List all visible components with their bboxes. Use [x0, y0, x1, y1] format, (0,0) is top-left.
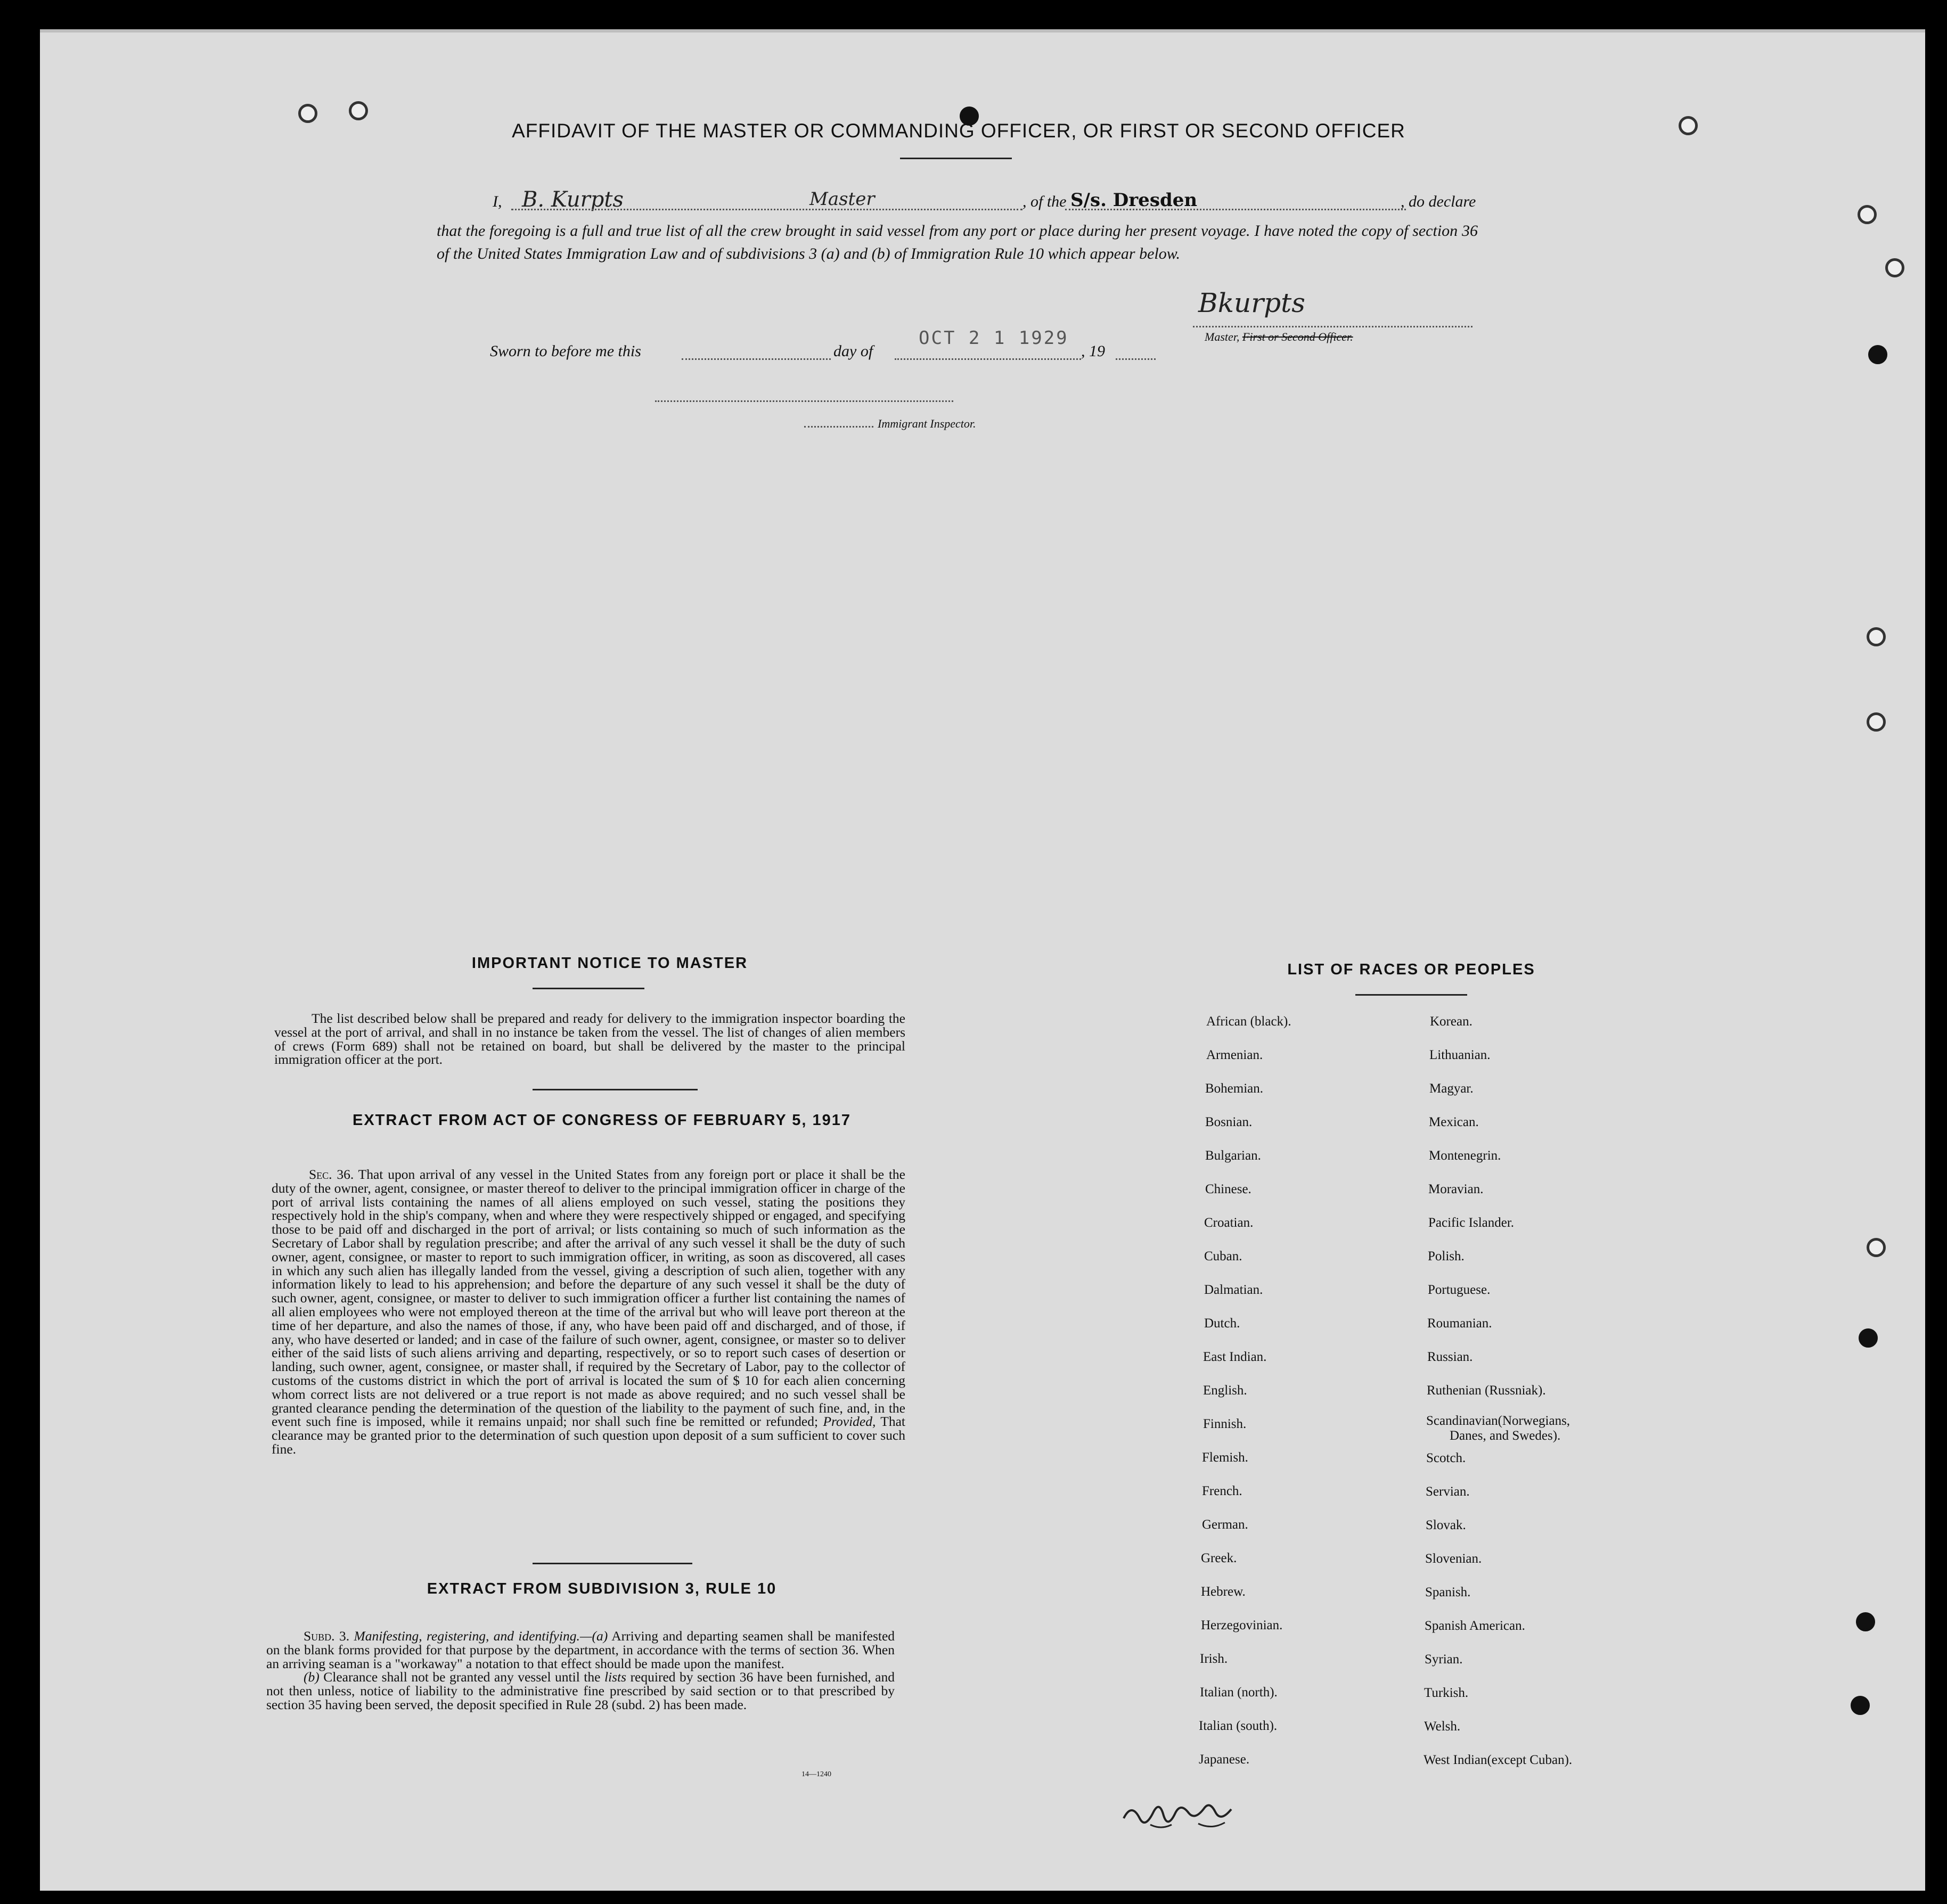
divider	[533, 1563, 692, 1564]
race-item: African (black).	[1206, 1014, 1291, 1029]
race-item: Spanish.	[1425, 1585, 1471, 1599]
month-line	[895, 358, 1081, 360]
rule-text	[266, 1629, 895, 1712]
divider	[533, 988, 644, 989]
punch-hole-icon	[1867, 1238, 1886, 1257]
rule-text-a: Arriving and departing seamen shall be manifested on the blank forms provided for that purpose by the department, in accordance with the terms of section 36. When an arriving seaman is a "workaway" a notation to that effect should be made upon the manifest.	[266, 1628, 895, 1671]
race-item: Montenegrin.	[1429, 1148, 1501, 1163]
race-item: Italian (south).	[1199, 1719, 1278, 1733]
handwritten-scribble	[1118, 1792, 1257, 1834]
year-label: , 19	[1081, 342, 1105, 360]
caption-struck-officer: First or Second Officer.	[1242, 330, 1353, 343]
lists-word: lists	[604, 1669, 627, 1685]
races-heading: LIST OF RACES OR PEOPLES	[1287, 961, 1535, 978]
punch-hole-icon	[1868, 345, 1887, 364]
act-paragraph	[272, 1168, 905, 1456]
race-item: East Indian.	[1203, 1350, 1267, 1364]
day-of-label: day of	[833, 342, 873, 360]
race-item: Chinese.	[1205, 1182, 1251, 1196]
form-number: 14—1240	[801, 1770, 831, 1778]
sec-label: Sec. 36.	[309, 1167, 354, 1182]
notice-paragraph: The list described below shall be prepared and ready for delivery to the immigration inspector boarding the vessel at the port of arrival, and shall in no instance be taken from the vessel. The list of changes of alien members of crews (Form 689) shall not be retained on board, but shall be delivered by the master to the principal immigration officer at the port.	[274, 1011, 905, 1068]
inspector-line	[804, 426, 873, 428]
declaration-line	[437, 187, 1480, 214]
signature-caption	[1205, 330, 1353, 344]
race-item: Bulgarian.	[1205, 1148, 1261, 1163]
punch-hole-icon	[1856, 1612, 1875, 1631]
master-signature: Bkurpts	[1198, 288, 1305, 318]
race-item: Dalmatian.	[1204, 1283, 1263, 1297]
sworn-label: Sworn to before me this	[490, 342, 641, 360]
race-item: Syrian.	[1425, 1652, 1463, 1667]
race-item: Greek.	[1201, 1551, 1237, 1565]
vessel-name: S/s. Dresden	[1070, 190, 1198, 211]
rule-text-b2: required by section 36 have been furnished, and not then unless, notice of liability to the administrative fine prescribed by said section or to that prescribed by section 35 having been served, the deposit specified in Rule 28 (subd. 2) has been made.	[266, 1669, 895, 1712]
race-item: Scotch.	[1426, 1451, 1466, 1465]
subd-title: Manifesting, registering, and identifying.—(a)	[354, 1628, 608, 1644]
b-label: (b)	[304, 1669, 320, 1685]
punch-hole-icon	[1858, 205, 1877, 224]
do-declare-label: , do declare	[1401, 193, 1476, 210]
race-item: Croatian.	[1204, 1216, 1254, 1230]
subd-label: Subd. 3.	[304, 1628, 350, 1644]
punch-hole-icon	[298, 104, 317, 123]
race-item: Slovenian.	[1425, 1552, 1482, 1566]
act-heading: EXTRACT FROM ACT OF CONGRESS OF FEBRUARY 5, 1917	[352, 1112, 852, 1129]
race-item: Mexican.	[1429, 1115, 1479, 1129]
race-item: Spanish American.	[1425, 1619, 1525, 1633]
race-item: Russian.	[1427, 1350, 1473, 1364]
punch-hole-icon	[1679, 116, 1698, 135]
race-item: Korean.	[1430, 1014, 1472, 1029]
inspector-label: Immigrant Inspector.	[878, 417, 976, 430]
rule-paragraph-b	[266, 1670, 895, 1711]
race-item: Servian.	[1426, 1484, 1470, 1499]
provided-label: Provided,	[823, 1414, 876, 1430]
divider	[900, 158, 1012, 159]
officer-name-handwritten: B. Kurpts	[522, 187, 624, 212]
of-the-label: , of the	[1022, 193, 1067, 210]
race-item: Magyar.	[1429, 1081, 1474, 1096]
punch-hole-icon	[1851, 1696, 1870, 1715]
race-item: Slovak.	[1426, 1518, 1466, 1532]
race-item: Lithuanian.	[1429, 1048, 1491, 1062]
race-item: Polish.	[1428, 1249, 1465, 1263]
race-item: English.	[1203, 1383, 1247, 1398]
i-label: I,	[493, 193, 502, 210]
punch-hole-icon	[1867, 627, 1886, 646]
date-stamp: OCT 2 1 1929	[919, 327, 1069, 349]
race-item: Welsh.	[1424, 1719, 1461, 1734]
rule-paragraph-a	[266, 1629, 895, 1670]
vessel-line	[1065, 209, 1406, 210]
divider	[1355, 994, 1467, 996]
declaration-body: that the foregoing is a full and true list of all the crew brought in said vessel from any port or place during her present voyage. I have noted the copy of section 36 of the United States Immigration Law and of subdivisions 3 (a) and (b) of Immigration Rule 10 which appear below.	[437, 222, 1478, 262]
race-item: Ruthenian (Russniak).	[1427, 1383, 1546, 1398]
officer-rank-handwritten: Master	[809, 188, 875, 210]
race-item: Scandinavian(Norwegians,	[1426, 1414, 1570, 1428]
rule-heading: EXTRACT FROM SUBDIVISION 3, RULE 10	[427, 1580, 777, 1597]
race-item: Flemish.	[1202, 1450, 1248, 1465]
punch-hole-icon	[1885, 258, 1904, 277]
race-item: Cuban.	[1204, 1249, 1242, 1263]
race-item: Hebrew.	[1201, 1585, 1246, 1599]
race-item: Armenian.	[1206, 1048, 1263, 1062]
race-item: West Indian(except Cuban).	[1424, 1753, 1573, 1767]
day-line	[682, 358, 831, 360]
year-line	[1116, 358, 1156, 360]
race-item: Moravian.	[1428, 1182, 1484, 1196]
act-text	[272, 1168, 905, 1456]
punch-hole-icon	[1859, 1328, 1878, 1348]
punch-hole-icon	[349, 101, 368, 120]
inspector-signature-line	[655, 400, 953, 402]
punch-hole-icon	[1867, 712, 1886, 732]
race-item: Dutch.	[1204, 1316, 1240, 1331]
race-item: French.	[1202, 1484, 1242, 1498]
caption-master: Master,	[1205, 330, 1240, 343]
rule-text-b1: Clearance shall not be granted any vessel until the	[323, 1669, 601, 1685]
notice-heading: IMPORTANT NOTICE TO MASTER	[471, 955, 748, 972]
race-item: Turkish.	[1424, 1686, 1469, 1700]
signature-line	[1193, 326, 1472, 327]
notice-text	[274, 1012, 905, 1066]
sworn-line	[490, 327, 1156, 364]
race-item: Japanese.	[1199, 1752, 1250, 1767]
affidavit-title: AFFIDAVIT OF THE MASTER OR COMMANDING OFFICER, OR FIRST OR SECOND OFFICER	[512, 120, 1405, 142]
race-item: Herzegovinian.	[1201, 1618, 1283, 1632]
sec-36-text-end: That clearance may be granted prior to the determination of such question upon deposit of a sum sufficient to cover such fine.	[272, 1414, 906, 1457]
sec-36-text: That upon arrival of any vessel in the United States from any foreign port or place it shall be the duty of the owner, agent, consignee, or master thereof to deliver to the principal immigration officer in charge of the port of arrival lists containing the names of all aliens employed on such vessel, stating the positions they respectively hold in the ship's company, when and where they were respectively shipped or engaged, and specifying those to be paid off and discharged in the port of arrival; or lists containing so much of such information as the Secretary of Labor shall by regulation prescribe; and after the arrival of any such vessel it shall be the duty of such owner, agent, consignee, or master to report to such immigration officer, in writing, as soon as discovered, all cases in which any such alien has illegally landed from the vessel, giving a description of such alien, together with any information likely to lead to his apprehension; and before the departure of any such vessel it shall be the duty of such owner, agent, consignee, or master to deliver to such immigration officer a further list containing the names of all alien employees who were not employed thereon at the time of the arrival but who will leave port thereon at the time of her departure, and also the names of those, if any, who have been paid off and discharged, and of those, if any, who have deserted or landed; and in case of the failure of such owner, agent, consignee, or master so to deliver either of the said lists of such aliens arriving and departing, respectively, or so to report such cases of desertion or landing, such owner, agent, consignee, or master shall, if required by the Secretary of Labor, pay to the collector of customs of the customs district in which the port of arrival is located the sum of $ 10 for each alien concerning whom correct lists are not delivered or a true report is not made as above required; and no such vessel shall be granted clearance pending the determination of the question of the liability to the payment of such fine, and, in the event such fine is imposed, while it remains unpaid; nor shall such fine be remitted or refunded;	[272, 1167, 905, 1430]
race-item: Italian (north).	[1200, 1685, 1278, 1700]
name-line	[511, 209, 1022, 210]
race-item: Bohemian.	[1205, 1081, 1264, 1096]
race-item-continuation: Danes, and Swedes).	[1450, 1429, 1561, 1443]
race-item: Bosnian.	[1205, 1115, 1253, 1129]
race-item: German.	[1202, 1517, 1248, 1532]
race-item: Irish.	[1200, 1652, 1228, 1666]
divider	[533, 1089, 698, 1090]
race-item: Finnish.	[1203, 1417, 1247, 1431]
race-item: Roumanian.	[1427, 1316, 1492, 1331]
race-item: Portuguese.	[1428, 1283, 1491, 1297]
race-item: Pacific Islander.	[1428, 1216, 1515, 1230]
